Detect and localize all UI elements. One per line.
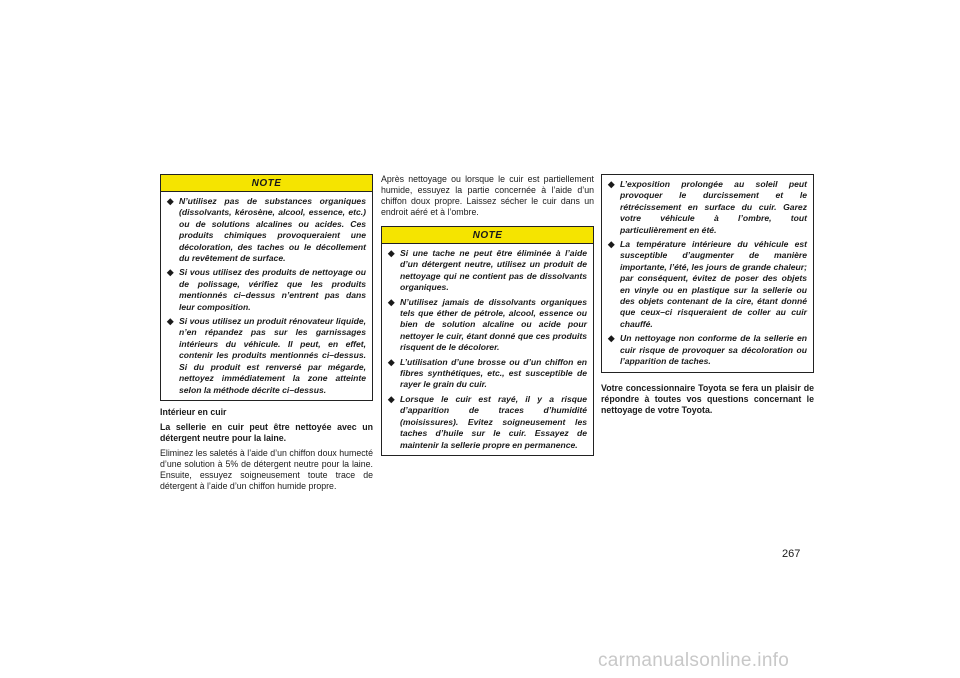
- column-2: [381, 174, 594, 456]
- diamond-bullet-icon: ◆: [388, 296, 395, 307]
- note-body: [161, 192, 372, 400]
- diamond-bullet-icon: ◆: [388, 393, 395, 404]
- diamond-bullet-icon: ◆: [167, 267, 174, 278]
- note-body: [602, 175, 813, 372]
- note-item-text: L’exposition prolongée au soleil peut provoquer le durcissement et le rétrécissement en surface du cuir. Garez votre véhicule à l’ombre, tout particulièrement en été.: [620, 179, 807, 235]
- bold-paragraph: Votre concessionnaire Toyota se fera un plaisir de répondre à toutes vos questions concernant le nettoyage de votre Toyota.: [601, 382, 814, 415]
- note-item-text: Un nettoyage non conforme de la sellerie en cuir risque de provoquer sa décoloration ou l’apparition de taches.: [620, 333, 807, 367]
- note-item: [167, 267, 366, 313]
- bold-paragraph: La sellerie en cuir peut être nettoyée avec un détergent neutre pour la laine.: [160, 421, 373, 443]
- note-box-1: [160, 174, 373, 401]
- note-item-text: N’utilisez jamais de dissolvants organiques tels que éther de pétrole, alcool, essence ou bien de solution alcaline ou acide pour nettoyer le cuir, étant donné que ces produits risquent de le décolorer.: [400, 296, 587, 353]
- note-item-text: La température intérieure du véhicule est susceptible d’augmenter de manière importante, l’été, les jours de grande chaleur; par conséquent, évitez de poser des objets en vinyle ou en plastique sur la sellerie ou des objets contenant de la cire, étant donné que ceux–ci risqueraient de coller au cuir chauffé.: [620, 239, 807, 329]
- diamond-bullet-icon: ◆: [608, 333, 615, 344]
- note-item: [167, 316, 366, 396]
- note-title: NOTE: [161, 175, 372, 192]
- page-number: 267: [782, 548, 801, 560]
- note-item-text: L’utilisation d’une brosse ou d’un chiffon en fibres synthétiques, etc., est susceptible de rayer le grain du cuir.: [400, 356, 587, 390]
- note-item: [167, 196, 366, 264]
- note-item-text: Lorsque le cuir est rayé, il y a risque d’apparition de traces d’humidité (moisissures). Evitez soigneusement les taches d’huile sur le cuir. Essayez de maintenir la sellerie propre en permanence.: [400, 393, 587, 450]
- note-item-text: Si vous utilisez des produits de nettoyage ou de polissage, vérifiez que les produits mentionnés ci–dessus n’entrent pas dans leur composition.: [179, 267, 366, 312]
- note-item-text: N’utilisez pas de substances organiques (dissolvants, kérosène, alcool, essence, etc.) ou de solutions alcalines ou acides. Ces produits chimiques provoqueraient une décoloration, des taches ou le décollement du revêtement de surface.: [179, 196, 366, 264]
- paragraph: Après nettoyage ou lorsque le cuir est partiellement humide, essuyez la partie concernée à l’aide d’un chiffon doux propre. Laissez sécher le cuir dans un endroit aéré et à l’ombre.: [381, 174, 594, 217]
- paragraph: Eliminez les saletés à l’aide d’un chiffon doux humecté d’une solution à 5% de détergent neutre pour la laine. Ensuite, essuyez soigneusement toute trace de détergent à l’aide d’un chiffon humide propre.: [160, 447, 373, 491]
- diamond-bullet-icon: ◆: [388, 248, 395, 258]
- note-body: [382, 244, 593, 455]
- note-item-text: Si une tache ne peut être éliminée à l’aide d’un détergent neutre, utilisez un produit de nettoyage qui ne contient pas de dissolvants organiques.: [400, 248, 587, 293]
- watermark: carmanualsonline.info: [598, 650, 790, 671]
- note-item: [608, 333, 807, 367]
- section-heading: Intérieur en cuir: [160, 406, 227, 417]
- note-item: [608, 239, 807, 330]
- note-box-3: [601, 174, 814, 373]
- diamond-bullet-icon: ◆: [608, 179, 615, 189]
- note-item: [388, 357, 587, 391]
- diamond-bullet-icon: ◆: [608, 239, 615, 250]
- column-1: [160, 174, 373, 492]
- note-item-text: Si vous utilisez un produit rénovateur liquide, n’en répandez pas sur les garnissages intérieurs du véhicule. Il peut, en effet, contenir les produits mentionnés ci–dessus. Si du produit est renversé par mégarde, nettoyez immédiatement la zone atteinte selon la méthode décrite ci–dessus.: [179, 316, 366, 395]
- column-3: [601, 174, 814, 416]
- note-item: [608, 179, 807, 236]
- note-item: [388, 248, 587, 294]
- diamond-bullet-icon: ◆: [167, 316, 174, 327]
- note-title: NOTE: [382, 227, 593, 244]
- note-box-2: [381, 226, 594, 456]
- note-item: [388, 297, 587, 354]
- diamond-bullet-icon: ◆: [167, 196, 174, 206]
- note-item: [388, 394, 587, 451]
- diamond-bullet-icon: ◆: [388, 356, 395, 367]
